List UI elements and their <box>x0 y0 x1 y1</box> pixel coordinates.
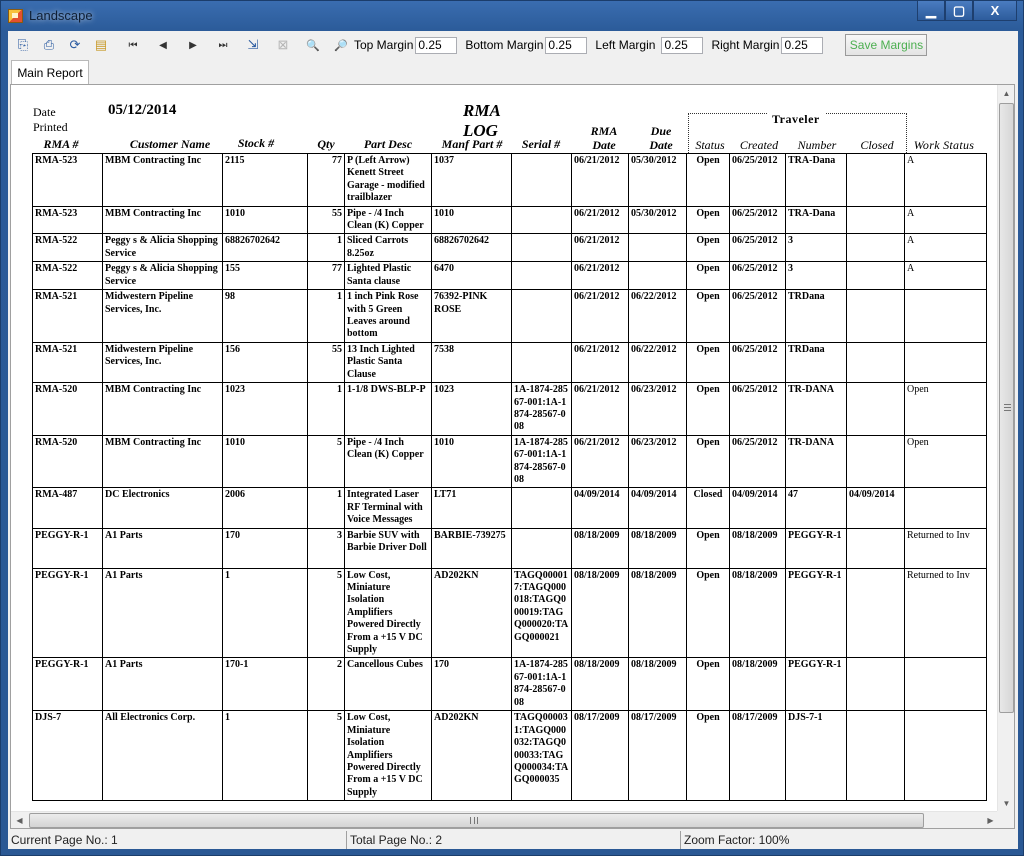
cell-stock: 170 <box>223 528 308 568</box>
close-button[interactable] <box>973 1 1017 21</box>
maximize-icon: ▢ <box>952 2 966 18</box>
table-row <box>33 488 987 528</box>
cell-due-date <box>629 262 687 290</box>
cell-serial <box>512 342 572 382</box>
cell-manf-part: 68826702642 <box>432 234 512 262</box>
scrollbar-corner <box>997 811 1014 828</box>
cell-manf-part: 6470 <box>432 262 512 290</box>
cell-work-status <box>905 488 987 528</box>
cell-status: Open <box>687 711 730 801</box>
cell-rma: RMA-521 <box>33 342 103 382</box>
cell-created: 06/25/2012 <box>730 435 786 488</box>
cell-stock: 1010 <box>223 206 308 234</box>
cell-rma: RMA-520 <box>33 383 103 436</box>
app-icon <box>8 9 23 23</box>
cell-serial <box>512 528 572 568</box>
table-row <box>33 528 987 568</box>
cell-qty: 55 <box>308 206 345 234</box>
client-area <box>8 31 1018 849</box>
cell-closed <box>847 342 905 382</box>
vertical-scroll-thumb[interactable] <box>999 103 1014 713</box>
cell-created: 06/25/2012 <box>730 342 786 382</box>
cell-rma: DJS-7 <box>33 711 103 801</box>
cell-customer: Midwestern Pipeline Services, Inc. <box>103 290 223 343</box>
cell-closed <box>847 290 905 343</box>
cell-created: 08/18/2009 <box>730 568 786 658</box>
cell-stock: 98 <box>223 290 308 343</box>
cell-rma-date: 08/17/2009 <box>572 711 629 801</box>
find-icon[interactable]: 🔍 <box>306 39 320 52</box>
cell-due-date: 05/30/2012 <box>629 206 687 234</box>
cell-status: Open <box>687 383 730 436</box>
cell-rma: RMA-520 <box>33 435 103 488</box>
top-margin-input[interactable] <box>415 37 457 54</box>
cell-customer: All Electronics Corp. <box>103 711 223 801</box>
tab-main-report[interactable]: Main Report <box>11 60 89 84</box>
cell-number: PEGGY-R-1 <box>786 528 847 568</box>
cell-stock: 1010 <box>223 435 308 488</box>
col-header-qty: Qty <box>317 137 335 151</box>
cell-work-status: Open <box>905 435 987 488</box>
cell-serial <box>512 290 572 343</box>
cell-due-date: 06/23/2012 <box>629 435 687 488</box>
col-header-status: Status <box>695 138 725 152</box>
cell-manf-part: AD202KN <box>432 711 512 801</box>
cell-customer: Peggy s & Alicia Shopping Service <box>103 262 223 290</box>
date-printed-value: 05/12/2014 <box>108 102 177 118</box>
scroll-down-icon[interactable]: ▼ <box>1002 799 1011 808</box>
window-title: Landscape <box>29 8 93 23</box>
cell-qty: 77 <box>308 154 345 207</box>
cell-created: 08/18/2009 <box>730 658 786 711</box>
cell-number: TRA-Dana <box>786 154 847 207</box>
cell-rma: PEGGY-R-1 <box>33 568 103 658</box>
cell-number: DJS-7-1 <box>786 711 847 801</box>
col-header-number: Number <box>797 138 837 152</box>
col-header-due-date-line2: Date <box>649 138 673 152</box>
cell-rma-date: 08/18/2009 <box>572 658 629 711</box>
cell-status: Open <box>687 206 730 234</box>
minimize-button[interactable] <box>917 1 945 21</box>
cell-created: 06/25/2012 <box>730 262 786 290</box>
cell-work-status: A <box>905 262 987 290</box>
cell-serial <box>512 206 572 234</box>
cell-stock: 156 <box>223 342 308 382</box>
cell-qty: 5 <box>308 568 345 658</box>
tab-strip <box>8 60 1018 84</box>
cell-closed <box>847 711 905 801</box>
cell-qty: 1 <box>308 383 345 436</box>
cell-manf-part: 1010 <box>432 435 512 488</box>
toolbar <box>8 31 1018 59</box>
traveler-group-label: Traveler <box>767 112 825 127</box>
bottom-margin-label: Bottom Margin <box>465 38 544 52</box>
cell-serial: 1A-1874-28567-001:1A-1874-28567-008 <box>512 658 572 711</box>
cell-status: Open <box>687 435 730 488</box>
cell-closed <box>847 262 905 290</box>
cell-part-desc: Pipe - /4 Inch Clean (K) Copper <box>345 206 432 234</box>
cell-number: 3 <box>786 262 847 290</box>
cell-work-status: A <box>905 234 987 262</box>
cell-due-date: 06/22/2012 <box>629 290 687 343</box>
cell-status: Open <box>687 154 730 207</box>
report-title: RMA LOG <box>463 101 500 140</box>
refresh-icon[interactable]: ⟳ <box>69 37 81 52</box>
cell-qty: 2 <box>308 658 345 711</box>
cell-due-date: 08/17/2009 <box>629 711 687 801</box>
next-page-icon[interactable]: ▶ <box>189 39 197 51</box>
cell-rma-date: 06/21/2012 <box>572 262 629 290</box>
cell-created: 06/25/2012 <box>730 290 786 343</box>
cell-created: 06/25/2012 <box>730 206 786 234</box>
scroll-up-icon[interactable]: ▲ <box>1002 89 1011 98</box>
cell-qty: 55 <box>308 342 345 382</box>
cell-part-desc: Pipe - /4 Inch Clean (K) Copper <box>345 435 432 488</box>
cell-part-desc: 1-1/8 DWS-BLP-P <box>345 383 432 436</box>
cell-closed: 04/09/2014 <box>847 488 905 528</box>
cell-customer: DC Electronics <box>103 488 223 528</box>
vertical-scrollbar[interactable] <box>997 85 1014 812</box>
cell-serial: 1A-1874-28567-001:1A-1874-28567-008 <box>512 435 572 488</box>
cell-part-desc: P (Left Arrow) Kenett Street Garage - modified trailblazer <box>345 154 432 207</box>
table-row <box>33 262 987 290</box>
zoom-factor-status: Zoom Factor: 100% <box>680 831 1018 849</box>
print-icon[interactable]: ⎙ <box>43 37 55 52</box>
cell-number: TRDana <box>786 290 847 343</box>
zoom-icon[interactable]: 🔎 <box>334 39 348 52</box>
cell-qty: 5 <box>308 435 345 488</box>
cell-closed <box>847 568 905 658</box>
left-margin-label: Left Margin <box>595 38 656 52</box>
cell-qty: 1 <box>308 234 345 262</box>
cell-customer: A1 Parts <box>103 658 223 711</box>
export-icon[interactable]: ⎘ <box>17 37 29 52</box>
cell-manf-part: 76392-PINK ROSE <box>432 290 512 343</box>
grip-icon <box>1004 404 1011 411</box>
cell-stock: 170-1 <box>223 658 308 711</box>
cell-rma-date: 06/21/2012 <box>572 154 629 207</box>
scroll-right-icon[interactable]: ▶ <box>987 816 994 825</box>
cell-status: Open <box>687 234 730 262</box>
cell-status: Open <box>687 262 730 290</box>
table-row <box>33 658 987 711</box>
cell-created: 08/17/2009 <box>730 711 786 801</box>
cell-manf-part: 1023 <box>432 383 512 436</box>
cell-serial <box>512 262 572 290</box>
cell-status: Open <box>687 568 730 658</box>
cell-rma: RMA-522 <box>33 234 103 262</box>
table-row <box>33 154 987 207</box>
cell-stock: 68826702642 <box>223 234 308 262</box>
table-row <box>33 435 987 488</box>
goto-page-icon[interactable]: ⇲ <box>247 37 259 52</box>
cell-work-status <box>905 658 987 711</box>
col-header-closed: Closed <box>860 138 894 152</box>
left-margin-input[interactable] <box>661 37 703 54</box>
cell-serial <box>512 488 572 528</box>
top-margin-label: Top Margin <box>354 38 414 52</box>
cell-manf-part: 1037 <box>432 154 512 207</box>
cell-due-date: 05/30/2012 <box>629 154 687 207</box>
horizontal-scroll-thumb[interactable] <box>29 813 924 828</box>
cell-serial: 1A-1874-28567-001:1A-1874-28567-008 <box>512 383 572 436</box>
status-bar <box>8 831 1018 849</box>
col-header-rma: RMA # <box>43 137 79 151</box>
cell-customer: MBM Contracting Inc <box>103 154 223 207</box>
cell-work-status <box>905 290 987 343</box>
cell-closed <box>847 383 905 436</box>
cell-status: Open <box>687 528 730 568</box>
cell-number: TRDana <box>786 342 847 382</box>
cell-qty: 1 <box>308 290 345 343</box>
cell-number: PEGGY-R-1 <box>786 658 847 711</box>
cell-qty: 1 <box>308 488 345 528</box>
cell-serial <box>512 234 572 262</box>
cell-work-status <box>905 342 987 382</box>
cell-closed <box>847 154 905 207</box>
cell-manf-part: 170 <box>432 658 512 711</box>
cell-customer: Midwestern Pipeline Services, Inc. <box>103 342 223 382</box>
cell-number: 47 <box>786 488 847 528</box>
report-viewer <box>10 84 1015 829</box>
col-header-serial: Serial # <box>521 137 561 151</box>
cell-part-desc: Lighted Plastic Santa clause <box>345 262 432 290</box>
cell-rma-date: 04/09/2014 <box>572 488 629 528</box>
cell-rma-date: 06/21/2012 <box>572 206 629 234</box>
table-row <box>33 342 987 382</box>
cell-rma-date: 06/21/2012 <box>572 234 629 262</box>
cell-rma-date: 08/18/2009 <box>572 528 629 568</box>
group-tree-icon[interactable]: ▤ <box>94 37 108 52</box>
cell-part-desc: 1 inch Pink Rose with 5 Green Leaves around bottom <box>345 290 432 343</box>
cell-due-date: 08/18/2009 <box>629 658 687 711</box>
cell-work-status: Open <box>905 383 987 436</box>
cell-manf-part: BARBIE-739275 <box>432 528 512 568</box>
cell-due-date: 04/09/2014 <box>629 488 687 528</box>
report-page <box>11 85 999 812</box>
cell-manf-part: AD202KN <box>432 568 512 658</box>
right-margin-input[interactable] <box>781 37 823 54</box>
cell-status: Open <box>687 290 730 343</box>
cell-serial: TAGQ000017:TAGQ000018:TAGQ000019:TAGQ000020:TAGQ000021 <box>512 568 572 658</box>
cell-qty: 5 <box>308 711 345 801</box>
table-row <box>33 206 987 234</box>
cell-rma: RMA-523 <box>33 154 103 207</box>
save-margins-button[interactable]: Save Margins <box>845 34 927 56</box>
maximize-button[interactable] <box>945 1 973 21</box>
cell-customer: MBM Contracting Inc <box>103 383 223 436</box>
cell-number: PEGGY-R-1 <box>786 568 847 658</box>
col-header-rma-date-line2: Date <box>592 138 616 152</box>
cell-stock: 2115 <box>223 154 308 207</box>
cell-customer: MBM Contracting Inc <box>103 206 223 234</box>
cell-qty: 3 <box>308 528 345 568</box>
cell-manf-part: 1010 <box>432 206 512 234</box>
grip-icon <box>470 817 478 824</box>
cell-created: 06/25/2012 <box>730 234 786 262</box>
cell-rma: RMA-522 <box>33 262 103 290</box>
cell-work-status: A <box>905 154 987 207</box>
current-page-status: Current Page No.: 1 <box>11 833 118 847</box>
cell-part-desc: Integrated Laser RF Terminal with Voice Messages <box>345 488 432 528</box>
cell-part-desc: Low Cost, Miniature Isolation Amplifiers Powered Directly From a +15 V DC Supply <box>345 568 432 658</box>
cell-status: Open <box>687 658 730 711</box>
cell-customer: A1 Parts <box>103 568 223 658</box>
cell-number: TR-DANA <box>786 383 847 436</box>
cell-status: Open <box>687 342 730 382</box>
minimize-icon: ▁ <box>926 2 936 18</box>
col-header-due-date-line1: Due <box>650 124 672 138</box>
cell-created: 08/18/2009 <box>730 528 786 568</box>
right-margin-label: Right Margin <box>711 38 780 52</box>
cell-closed <box>847 658 905 711</box>
cell-closed <box>847 435 905 488</box>
col-header-created: Created <box>739 138 779 152</box>
table-row <box>33 234 987 262</box>
cell-serial: TAGQ000031:TAGQ000032:TAGQ000033:TAGQ000034:TAGQ000035 <box>512 711 572 801</box>
cell-closed <box>847 528 905 568</box>
cell-part-desc: Cancellous Cubes <box>345 658 432 711</box>
cell-created: 06/25/2012 <box>730 383 786 436</box>
cell-number: TR-DANA <box>786 435 847 488</box>
close-icon: X <box>990 3 1000 18</box>
scroll-left-icon[interactable]: ◀ <box>16 816 23 825</box>
date-printed-label: Date Printed <box>33 105 68 134</box>
cell-stock: 1 <box>223 711 308 801</box>
cell-closed <box>847 206 905 234</box>
cell-stock: 1023 <box>223 383 308 436</box>
cell-customer: MBM Contracting Inc <box>103 435 223 488</box>
cell-rma: PEGGY-R-1 <box>33 658 103 711</box>
previous-page-icon[interactable]: ◀ <box>159 39 167 51</box>
table-row <box>33 568 987 658</box>
col-header-stock: Stock # <box>237 136 275 150</box>
stop-icon[interactable]: ⊠ <box>277 37 289 52</box>
cell-rma-date: 08/18/2009 <box>572 568 629 658</box>
cell-due-date: 08/18/2009 <box>629 528 687 568</box>
cell-rma-date: 06/21/2012 <box>572 435 629 488</box>
cell-due-date: 06/22/2012 <box>629 342 687 382</box>
cell-part-desc: Barbie SUV with Barbie Driver Doll <box>345 528 432 568</box>
cell-status: Closed <box>687 488 730 528</box>
table-row <box>33 290 987 343</box>
cell-stock: 155 <box>223 262 308 290</box>
cell-due-date <box>629 234 687 262</box>
cell-due-date: 06/23/2012 <box>629 383 687 436</box>
first-page-icon[interactable]: ⏮ <box>128 39 138 51</box>
cell-stock: 2006 <box>223 488 308 528</box>
table-row <box>33 711 987 801</box>
cell-rma-date: 06/21/2012 <box>572 342 629 382</box>
cell-rma-date: 06/21/2012 <box>572 383 629 436</box>
cell-customer: A1 Parts <box>103 528 223 568</box>
cell-part-desc: 13 Inch Lighted Plastic Santa Clause <box>345 342 432 382</box>
cell-created: 06/25/2012 <box>730 154 786 207</box>
cell-stock: 1 <box>223 568 308 658</box>
cell-rma: PEGGY-R-1 <box>33 528 103 568</box>
cell-customer: Peggy s & Alicia Shopping Service <box>103 234 223 262</box>
col-header-customer: Customer Name <box>129 137 211 151</box>
table-row <box>33 383 987 436</box>
cell-part-desc: Low Cost, Miniature Isolation Amplifiers Powered Directly From a +15 V DC Supply <box>345 711 432 801</box>
cell-closed <box>847 234 905 262</box>
last-page-icon[interactable]: ⏭ <box>218 39 228 51</box>
bottom-margin-input[interactable] <box>545 37 587 54</box>
cell-rma: RMA-487 <box>33 488 103 528</box>
cell-work-status: Returned to Inv <box>905 528 987 568</box>
cell-manf-part: LT71 <box>432 488 512 528</box>
cell-due-date: 08/18/2009 <box>629 568 687 658</box>
total-pages-status: Total Page No.: 2 <box>346 831 680 849</box>
cell-manf-part: 7538 <box>432 342 512 382</box>
cell-work-status: Returned to Inv <box>905 568 987 658</box>
cell-serial <box>512 154 572 207</box>
cell-work-status: A <box>905 206 987 234</box>
cell-number: 3 <box>786 234 847 262</box>
rma-table <box>32 153 987 801</box>
cell-work-status <box>905 711 987 801</box>
cell-number: TRA-Dana <box>786 206 847 234</box>
cell-qty: 77 <box>308 262 345 290</box>
cell-rma: RMA-521 <box>33 290 103 343</box>
col-header-manf-part: Manf Part # <box>441 137 503 151</box>
cell-rma: RMA-523 <box>33 206 103 234</box>
col-header-part-desc: Part Desc <box>363 137 413 151</box>
title-bar[interactable] <box>1 1 1023 31</box>
window-controls <box>917 1 1017 22</box>
cell-created: 04/09/2014 <box>730 488 786 528</box>
col-header-work-status: Work Status <box>913 138 975 152</box>
horizontal-scrollbar[interactable] <box>11 811 999 828</box>
cell-rma-date: 06/21/2012 <box>572 290 629 343</box>
col-header-rma-date-line1: RMA <box>590 124 618 138</box>
cell-part-desc: Sliced Carrots 8.25oz <box>345 234 432 262</box>
